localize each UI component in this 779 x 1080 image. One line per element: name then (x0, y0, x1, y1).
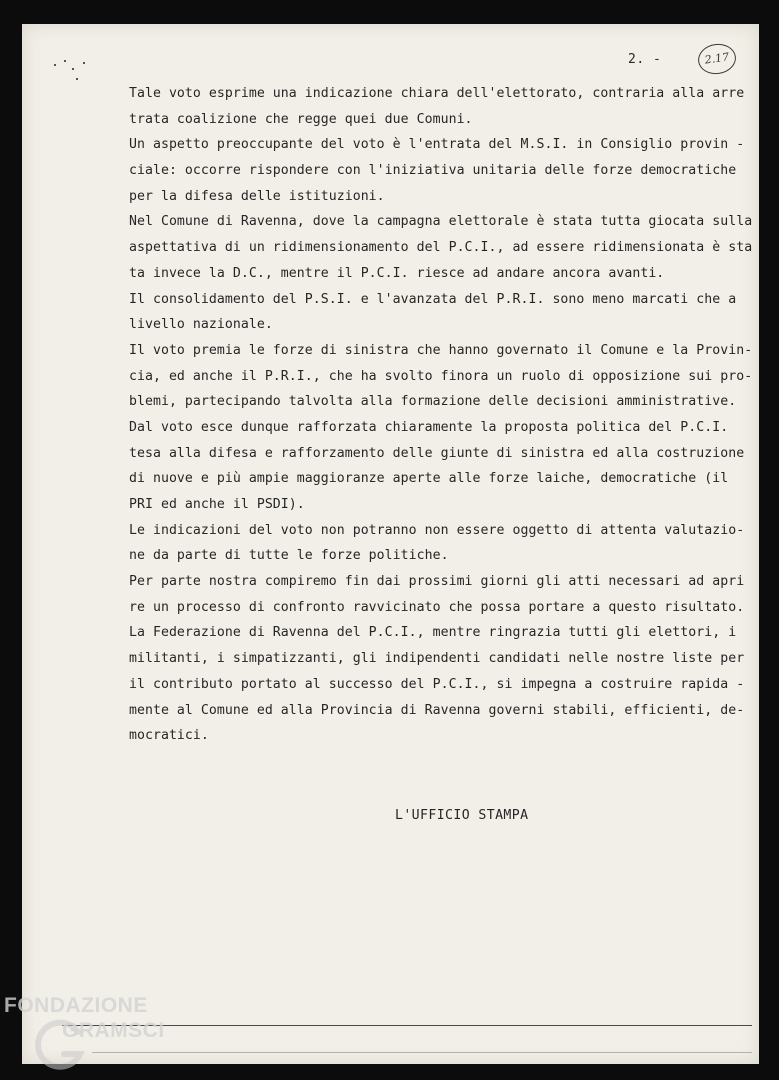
text-line: blemi, partecipando talvolta alla formazione delle decisioni amministrative. (129, 394, 737, 410)
text-line: PRI ed anche il PSDI). (129, 497, 305, 512)
text-line: tesa alla difesa e rafforzamento delle giunte di sinistra ed alla costruzione (129, 445, 745, 461)
text-line: Per parte nostra compiremo fin dai prossimi giorni gli atti necessari ad apri (129, 574, 745, 590)
text-line: re un processo di confronto ravvicinato che possa portare a questo risultato. (129, 599, 745, 615)
text-line: per la difesa delle istituzioni. (129, 188, 385, 204)
text-line: di nuove e più ampie maggioranze aperte alle forze laiche, democratiche (il (129, 471, 729, 487)
body-text (129, 81, 753, 749)
signature: L'UFFICIO STAMPA (395, 808, 529, 823)
text-line: La Federazione di Ravenna del P.C.I., mentre ringrazia tutti gli elettori, i (129, 625, 737, 641)
archive-number-stamp: 2.17 (696, 42, 738, 77)
text-line: ta invece la D.C., mentre il P.C.I. riesce ad andare ancora avanti. (129, 265, 665, 281)
text-line: ne da parte di tutte le forze politiche. (129, 548, 449, 564)
text-line: ciale: occorre rispondere con l'iniziativa unitaria delle forze democratiche (129, 163, 737, 179)
text-line: il contributo portato al successo del P.C.I., si impegna a costruire rapida - (129, 676, 745, 692)
text-line: Tale voto esprime una indicazione chiara dell'elettorato, contraria alla arre (129, 86, 745, 101)
text-line: Nel Comune di Ravenna, dove la campagna elettorale è stata tutta giocata sulla (129, 214, 753, 230)
document-page (22, 24, 759, 1064)
text-line: mente al Comune ed alla Provincia di Ravenna governi stabili, efficienti, de- (129, 702, 745, 718)
text-line: livello nazionale. (129, 317, 273, 333)
text-line: Il consolidamento del P.S.I. e l'avanzata del P.R.I. sono meno marcati che a (129, 291, 737, 307)
watermark-line2: GRAMSCI (62, 1019, 165, 1042)
archive-watermark (4, 994, 204, 1074)
paper-specks (50, 58, 90, 88)
text-line: aspettativa di un ridimensionamento del P.C.I., ad essere ridimensionata è sta (129, 240, 753, 256)
text-line: trata coalizione che regge quei due Comuni. (129, 111, 473, 127)
text-line: cia, ed anche il P.R.I., che ha svolto finora un ruolo di opposizione sui pro- (129, 368, 753, 384)
text-line: militanti, i simpatizzanti, gli indipendenti candidati nelle nostre liste per (129, 651, 745, 667)
text-line: Le indicazioni del voto non potranno non essere oggetto di attenta valutazio- (129, 522, 745, 538)
page-number: 2. - (628, 52, 662, 67)
text-line: Il voto premia le forze di sinistra che hanno governato il Comune e la Provin- (129, 342, 753, 358)
watermark-line1: FONDAZIONE (4, 994, 148, 1017)
text-line: Un aspetto preoccupante del voto è l'entrata del M.S.I. in Consiglio provin - (129, 137, 745, 153)
text-line: Dal voto esce dunque rafforzata chiaramente la proposta politica del P.C.I. (129, 419, 729, 435)
text-line: mocratici. (129, 728, 209, 744)
